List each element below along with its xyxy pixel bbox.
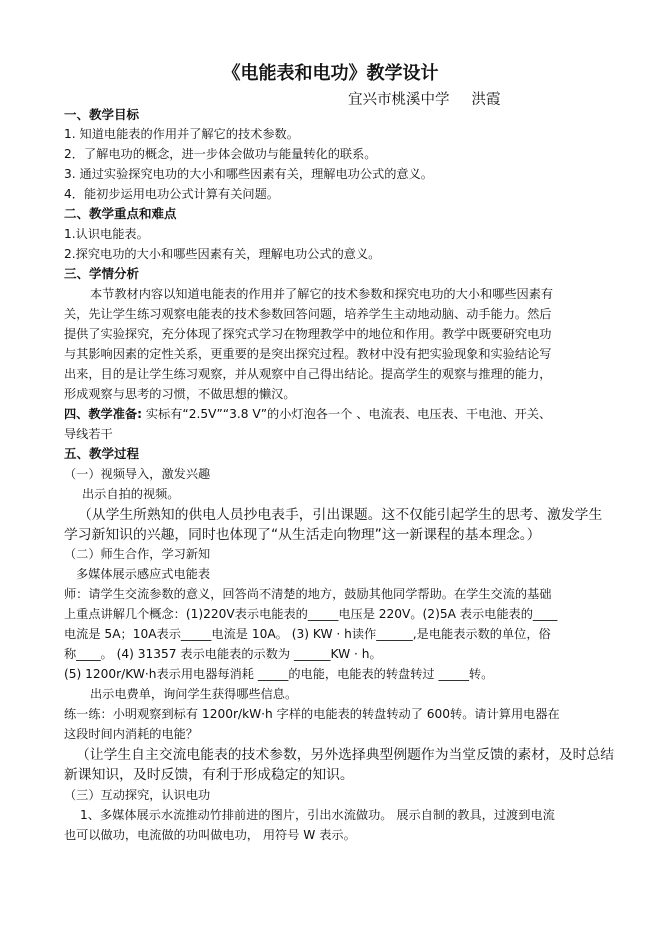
process-2-question: 称____。 (4) 31357 表示电能表的示数为 ______KW · h。 [64, 647, 382, 661]
analysis-line: 本节教材内容以知道电能表的作用并了解它的技术参数和探究电功的大小和哪些因素有 [90, 287, 554, 301]
analysis-line: 与其影响因素的定性关系，更重要的是突出探究过程。教材中没有把实验现象和实验结论写 [64, 347, 552, 361]
objective-3: 3. 通过实验探究电功的大小和哪些因素有关，理解电功公式的意义。 [64, 167, 433, 181]
process-2-exercise-2: 这段时间内消耗的电能？ [64, 727, 199, 741]
process-2-note: （让学生自主交流电能表的技术参数，另外选择典型例题作为当堂反馈的素材，及时总结 [76, 747, 615, 763]
objective-1: 1. 知道电能表的作用并了解它的技术参数。 [64, 127, 299, 141]
keypoint-1: 1.认识电能表。 [64, 227, 149, 241]
process-1-title: （一）视频导入，激发兴趣 [64, 467, 211, 481]
author-school: 宜兴市桃溪中学 [348, 92, 450, 108]
process-1-note: （从学生所熟知的供电人员抄电表手，引出课题。这不仅能引起学生的思考、激发学生 [78, 507, 603, 523]
objective-4: 4．能初步运用电功公式计算有关问题。 [64, 187, 279, 201]
process-2-title: （二）师生合作，学习新知 [64, 547, 211, 561]
process-3-line: 1、多媒体展示水流推动竹排前进的图片，引出水流做功。 展示自制的教具，过渡到电流 [80, 808, 555, 822]
process-3-title: （三）互动探究，认识电功 [64, 788, 211, 802]
process-1-note-2: 学习新知识的兴趣，同时也体现了“从生活走向物理”这一新课程的基本理念。） [64, 527, 541, 543]
analysis-line: 关，先让学生练习观察电能表的技术参数回答问题，培养学生主动地动脑、动手能力。然后 [64, 307, 552, 321]
section-4-heading: 四、教学准备: [64, 407, 142, 421]
objective-2: 2．了解电功的概念，进一步体会做功与能量转化的联系。 [64, 147, 377, 161]
process-2-question: 师：请学生交流参数的意义，回答尚不清楚的地方，鼓励其他同学帮助。在学生交流的基础 [64, 587, 552, 601]
process-2-question: 电流是 5A；10A表示_____电流是 10A。 (3) KW · h读作______,是电能表示数的单位，俗 [64, 627, 551, 641]
section-1-heading: 一、教学目标 [64, 107, 140, 122]
author-name: 洪霞 [471, 92, 501, 108]
process-3-line-2: 也可以做功，电流做的功叫做电功， 用符号 W 表示。 [64, 828, 356, 842]
analysis-line: 提供了实验探究，充分体现了探究式学习在物理教学中的地位和作用。教学中既要研究电功 [64, 327, 552, 341]
process-2-media: 多媒体展示感应式电能表 [76, 567, 211, 581]
section-5-heading: 五、教学过程 [64, 446, 140, 461]
document-title: 《电能表和电功》教学设计 [222, 63, 439, 84]
process-1-text: 出示自拍的视频。 [82, 487, 180, 501]
process-2-note-2: 新课知识，及时反馈，有利于形成稳定的知识。 [64, 767, 354, 783]
section-2-heading: 二、教学重点和难点 [64, 206, 177, 221]
author-line [348, 88, 501, 109]
preparation-text: 实标有“2.5V”“3.8 V”的小灯泡各一个 、电流表、电压表、干电池、开关、 [145, 407, 552, 421]
process-2-question: 上重点讲解几个概念：(1)220V表示电能表的_____电压是 220V。(2)5A 表示电能表的____ [64, 607, 558, 621]
keypoint-2: 2.探究电功的大小和哪些因素有关，理解电功公式的意义。 [64, 247, 381, 261]
process-2-exercise: 练一练：小明观察到标有 1200r/kW·h 字样的电能表的转盘转动了 600转。请计算用电器在 [64, 707, 560, 721]
preparation-line-2: 导线若干 [64, 427, 113, 441]
preparation-line [64, 406, 551, 422]
process-2-question: (5) 1200r/KW·h表示用电器每消耗 _____的电能，电能表的转盘转过 _____转。 [64, 667, 494, 681]
analysis-line: 形成观察与思考的习惯，不做思想的懒汉。 [64, 387, 296, 401]
process-2-bill: 出示电费单，询问学生获得哪些信息。 [90, 687, 298, 701]
analysis-line: 出来，目的是让学生练习观察，并从观察中自己得出结论。提高学生的观察与推理的能力， [64, 367, 552, 381]
section-3-heading: 三、学情分析 [64, 266, 140, 281]
